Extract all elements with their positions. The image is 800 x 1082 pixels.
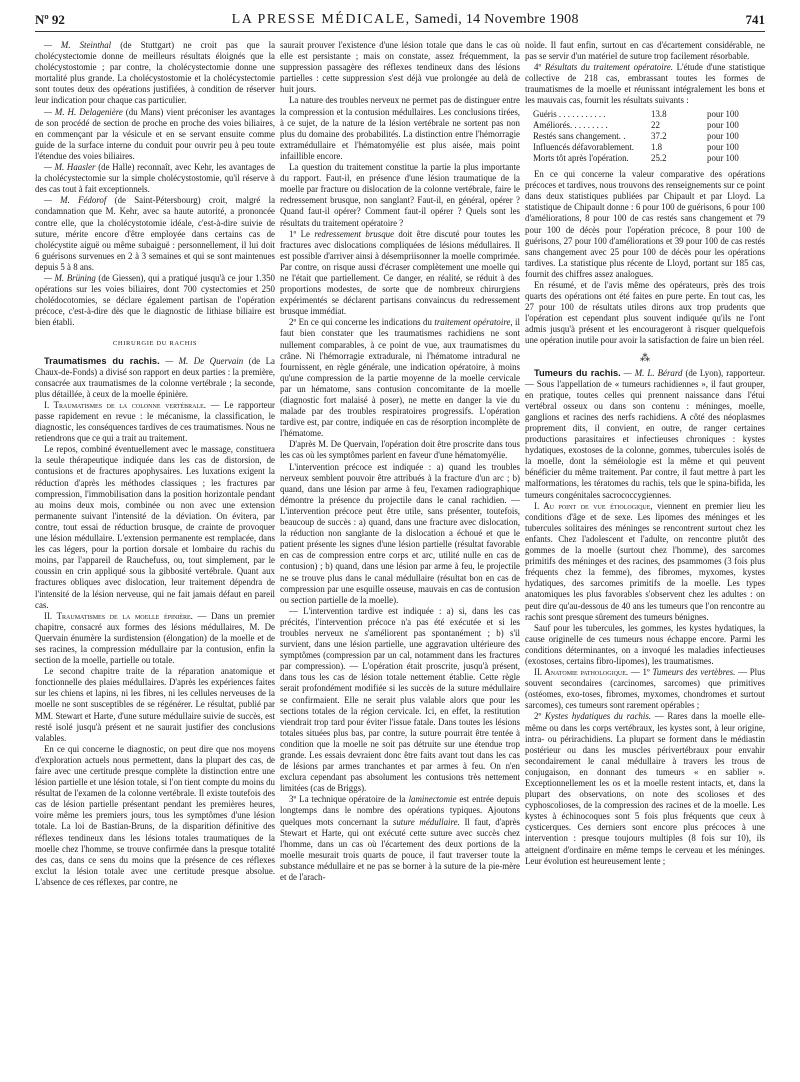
paragraph: — L'intervention tardive est indiquée : a) si, dans les cas précités, l'intervention précoce n'a pas été exécutée et si les troubles nerveux ne s'améliorent pas spontanément ; b) s'il survient, dans une lésion partielle, une aggravation ultérieure des symptômes (compression par un cal, notamment dans les fractures par compression). — L'opération était proscrite, jusqu'à présent, dans tous les cas de lésion totale nettement établie. Cette règle serait profondément modifiée si les succès de la suture médullaire se confirmaient. Elle ne serait plus valable alors que pour les sections totales de la région cervicale. Ici, en effet, la restitution viendrait trop tard pour éviter l'issue fatale. Dans toutes les lésions totales situées plus bas, par contre, la suture pourrait être tentée à condition que la moelle ne soit pas détruite sur une étendue trop grande. Les essais devraient donc être faits avant tout dans les cas de lésions par armes tranchantes et par armes à feu. On n'en exclura cependant pas absolument les contusions très nettement limitées (cas de Briggs). [280, 605, 520, 794]
section-separator: ⁂ [640, 352, 650, 364]
paragraph: L'intervention précoce est indiquée : a) quand les troubles nerveux semblent pouvoir être attribués à la fracture d'un arc ; b) quand, dans une lésion par arme à feu, l'examen radiographique démontre la présence du projectile dans le canal rachidien. — L'intervention précoce peut être utile, sans présenter, toutefois, beaucoup de succès : a) quand, dans une fracture avec dislocation, la réduction non sanglante de la dislocation a échoué et que le patient présente les signes d'une lésion partielle (résultat favorable en cas de compression entre corps et arc, utilité nulle en cas de contusion) ; b) quand, dans une lésion par arme à feu, le projectile ne se trouve plus dans le canal médullaire (résultat bon en cas de compression par une esquille osseuse, mauvais en cas de contusion ou section partielle de la moelle). [280, 461, 520, 605]
statistics-table [533, 109, 765, 164]
paragraph: D'après M. De Quervain, l'opération doit être proscrite dans tous les cas où les symptômes parlent en faveur d'une hématomyélie. [280, 439, 520, 461]
paragraph: Sauf pour les tubercules, les gommes, les kystes hydatiques, la cause originelle de ces tumeurs nous échappe encore. Parmi les conditions déterminantes, on a invoqué les maladies infectieuses (exostoses, certains fibro-lipomes), les traumatismes. [525, 622, 765, 666]
speaker-name: — M. Brüning [44, 272, 96, 283]
speaker-name: — M. Haasler [44, 162, 96, 173]
subsection-label: II. Traumatismes de la moelle épinière. [44, 610, 193, 621]
subsection-label: I. Au point de vue étiologique, [534, 500, 653, 511]
paragraph: 4º Résultats du traitement opératoire. L'étude d'une statistique collective de 218 cas, embrassant toutes les formes de traumatismes de la moelle et réunissant intégralement les bons et les mauvais cas, fournit les résultats suivants : [525, 62, 765, 106]
issue-date: Samedi, 14 Novembre 1908 [414, 12, 579, 27]
column-2 [280, 40, 520, 1076]
speaker-name: — M. Fédorof [44, 195, 107, 206]
subsection-label: II. Anatomie pathologique. [534, 667, 629, 678]
topic-heading: Tumeurs du rachis. [534, 367, 621, 378]
subsection-label: I. Traumatismes de la colonne vertébrale. [44, 399, 206, 410]
column-1 [35, 40, 275, 1076]
paragraph: En ce qui concerne le diagnostic, on peut dire que nos moyens d'exploration actuels nous permettent, dans la plupart des cas, de faire avec une certitude presque complète la distinction entre une lésion partielle et une lésion totale, si l'on tient compte du moins du résultat de l'examen de la colonne vertébrale. Il existe toutefois des cas de lésion partielle présentant pendant les premières heures, voire même les premiers jours, tous les symptômes d'une lésion totale. La loi de Bastian-Bruns, de la disparition définitive des réflexes tendineux dans les lésions totales traumatiques de la moelle chez l'homme, se trouve confirmée dans la presque totalité des cas, dans ce sens du moins que la présence de ces réflexes exclut la lésion totale avec une certitude presque absolue. L'absence de ces réflexes, par contre, ne [35, 743, 275, 887]
table-row: Améliorés. . . . . . . . . 22 pour 100 [533, 119, 739, 130]
paragraph: — M. H. Delagenière (du Mans) vient préconiser les avantages de son procédé de section de proche en proche des voies biliaires, en commençant par la vésicule et en se servant ensuite comme guide de la surface interne du conduit pour ouvrir peu à peu toute l'étendue des voies biliaires. [35, 106, 275, 161]
journal-name: LA PRESSE MÉDICALE, [231, 12, 411, 27]
paragraph: 1º Le redressement brusque doit être discuté pour toutes les fractures avec dislocations compliquées de lésions médullaires. Il est possible d'arriver ainsi à désempriisonner la moelle comprimée. Par contre, on risque aussi d'écraser complètement une moelle qui ne l'était que partiellement. Ce danger, en réalité, se réduit à des proportions modestes, de sorte que de nombreux chirurgiens expérimentés se déclarent partisans convaincus du redressement brusque immédiat. [280, 228, 520, 317]
paragraph: Tumeurs du rachis. — M. L. Bérard (de Lyon), rapporteur. — Sous l'appellation de « tumeurs rachidiennes », il faut grouper, en pratique, toutes celles qui prennent naissance dans l'étui vertébral osseux ou dans son contenu : méninges, moelle, ganglions et racines des nerfs rachidiens. A côté des néoplasmes proprement dits, il convient, en outre, de ranger certaines productions parasitaires et infectieuses chroniques : kystes hydatiques, exostoses de la colonne, gommes, tubercules isolés de la moelle, dont la séméiologie est la même et qui peuvent bénéficier du même traitement. Par contre, il faut mettre à part les malformations, les tératomes du rachis, tels que le spina-bifida, les tumeurs congénitales sacrococcygiennes. [525, 367, 765, 500]
journal-title [232, 12, 579, 28]
paragraph: II. Anatomie pathologique. — 1º Tumeurs des vertèbres. — Plus souvent secondaires (carcinomes, sarcomes) que primitives (ostéomes, exo-toses, fibromes, myxomes, chondromes et surtout sarcomes), ces tumeurs sont rarement opérables ; [525, 667, 765, 711]
speaker-name: — M. De Quervain [159, 355, 244, 366]
section-heading: CHIRURGIE DU RACHIS [112, 340, 198, 348]
paragraph: saurait prouver l'existence d'une lésion totale que dans le cas où elle est persistante ; mais on constate, assez fréquemment, la suppression passagère des réflexes tendineux dans des lésions partielles : cette suppression s'est déjà vue prolongée au delà de huit jours. [280, 40, 520, 95]
paragraph: — M. Haasler (de Halle) reconnaît, avec Kehr, les avantages de la cholécystectomie sur la simple cholécystostomie, qu'il réserve à des cas tout à fait exceptionnels. [35, 162, 275, 195]
table-row: Morts tôt après l'opération. 25.2 pour 100 [533, 152, 739, 163]
paragraph: 3º La technique opératoire de la laminectomie est entrée depuis longtemps dans le nombre des opérations typiques. Ajoutons quelques mots concernant la suture médullaire. Il faut, d'après Stewart et Harte, qui ont exécuté cette suture avec succès chez l'homme, dans un cas où l'écartement des deux portions de la moelle mesurait trois quarts de pouce, il faut traverser toute la substance médullaire et ne pas se borner à la suture de la pie-mère et de l'arach- [280, 794, 520, 883]
paragraph: En ce qui concerne la valeur comparative des opérations précoces et tardives, nous trouvons des renseignements sur ce point dans deux statistiques publiées par Chipault et par Lloyd. La statistique de Chipault donne : 6 pour 100 de guérisons, 6 pour 100 d'améliorations, 8 pour 100 de cas restés sans changement et 79 pour 100 de décès pour l'opération précoce, 8 pour 100 de guérisons, 27 pour 100 d'améliorations et 39 pour 100 de cas restés sans changement avec 25 pour 100 de décès pour les opérations tardives. La statistique plus récente de Lloyd, portant sur 185 cas, fournit des chiffres assez analogues. [525, 169, 765, 279]
paragraph: La nature des troubles nerveux ne permet pas de distinguer entre la compression et la contusion médullaires. Les conclusions tirées, à ce sujet, de la nature de la lésion vertébrale ne sortent pas non plus du domaine des probabilités. La distinction entre l'hémorragie extramédullaire et l'hématomyélie est plus aisée, mais point infaillible encore. [280, 95, 520, 161]
column-3 [525, 40, 765, 1076]
table-row: Guéris . . . . . . . . . . . 13.8 pour 100 [533, 108, 739, 119]
paragraph: I. Au point de vue étiologique, viennent en premier lieu les conditions d'âge et de sexe. Les lipomes des méninges et les tubercules solitaires des méninges se rencontrent surtout chez les enfants. Chez l'adolescent et l'adulte, on rencontre plutôt des gommes de la moelle (surtout chez l'homme), des sarcomes primitifs des méninges et des racines, des psammomes (3 fois plus fréquents chez la femme), des fibromes, myxomes, kystes hydatiques, des sarcomes primitifs de la moelle. Les types anatomiques les plus favorables s'observent chez les adultes : on peut dire qu'au-dessous de 40 ans les tumeurs que l'on rencontre au rachis sont presque sûrement des tumeurs bénignes. [525, 500, 765, 622]
speaker-name: — M. L. Bérard [620, 367, 683, 378]
paragraph: noïde. Il faut enfin, surtout en cas d'écartement considérable, ne pas se servir d'un matériel de suture trop facilement résorbable. [525, 40, 765, 62]
paragraph: En résumé, et de l'avis même des opérateurs, près des trois quarts des opérations ont été faites en pure perte. En tout cas, les 27 pour 100 de résultats utiles dirons aux trop prudents que l'opération est cependant plus souvent indiquée qu'ils ne l'ont admis jusqu'à présent et les encourageront à risquer quelquefois une opération inutile pour avoir la satisfaction de faire un bien réel. [525, 279, 765, 346]
topic-heading: Traumatismes du rachis. [44, 355, 160, 366]
paragraph: — M. Fédorof (de Saint-Pétersbourg) croit, malgré la condamnation que M. Kehr, avec sa haute autorité, a prononcée contre elle, que la cholécystotomie idéale, c'est-à-dire suivie de suture, mérite encore d'être employée dans certains cas de cholécystite aiguë ou même subaiguë : personnellement, il lui doit 6 guérisons survenues en 2 à 3 semaines et qui se sont maintenues depuis 5 à 8 ans. [35, 195, 275, 272]
paragraph: — M. Brüning (de Giessen), qui a pratiqué jusqu'à ce jour 1.350 opérations sur les voies biliaires, dont 700 cystectomies et 250 cholédocotomies, se déclare également partisan de l'opération précoce, c'est-à-dire dès que le diagnostic de lithiase biliaire est bien établi. [35, 272, 275, 328]
paragraph: 2º En ce qui concerne les indications du traitement opératoire, il faut bien constater que les traumatismes rachidiens ne sont nullement comparables, à ce point de vue, aux traumatismes du crâne. Ni l'hémorragie extradurale, ni l'hématome intradural ne fournissent, en règle générale, une indication opératoire, à moins qu'une compression de la partie moyenne de la moelle cervicale par un hématome, sans contusion concomitante de la moelle (diagnostic fort malaisé à poser), ne mette en danger la vie du malade par des troubles respiratoires progressifs. L'opération tardive est, par contre, indiquée en cas de résorption incomplète de l'hématome. [280, 317, 520, 439]
paragraph: — M. Steinthal (de Stuttgart) ne croit pas que la cholécystectomie donne de meilleurs résultats éloignés que la cholécystostomie ; par contre, la cholécystectomie donne une mortalité plus grande. La cholécystostomie et la cholécystectomie sont toutes deux des opérations justifiées, à condition de réserver leur indication pour chaque cas particulier. [35, 40, 275, 106]
paragraph: La question du traitement constitue la partie la plus importante du rapport. Faut-il, en présence d'une lésion traumatique de la moelle par fracture ou dislocation de la colonne vertébrale, faire le redressement brusque, non sanglant? Faut-il, en général, opérer ? Quand faut-il opérer? Comment faut-il opérer ? Quels sont les résultats du traitement opératoire ? [280, 162, 520, 228]
article-body [35, 40, 765, 1076]
page-number: 741 [745, 12, 765, 27]
paragraph: II. Traumatismes de la moelle épinière. — Dans un premier chapitre, consacré aux formes des lésions médullaires, M. De Quervain énumère la surdistension (élongation) de la moelle et de ses racines, la compression médullaire par la contusion, enfin la section de la moelle, partielle ou totale. [35, 610, 275, 666]
issue-number: Nº 92 [35, 12, 65, 27]
paragraph: Traumatismes du rachis. — M. De Quervain (de La Chaux-de-Fonds) a divisé son rapport en deux parties : la première, consacrée aux traumatismes de la colonne vertébrale ; la seconde, plus détaillée, à ceux de la moelle épinière. [35, 355, 275, 399]
running-header [35, 0, 765, 32]
speaker-name: — M. H. Delagenière [44, 106, 123, 117]
paragraph: Le second chapitre traite de la réparation anatomique et fonctionnelle des plaies médullaires. D'après les expériences faites sur les chiens et lapins, ni les fibres, ni les cellules nerveuses de la moelle ne sont susceptibles de se régénérer. Le résultat, publié par MM. Stewart et Harte, d'une suture médullaire suivie de succès, est resté isolé jusqu'à présent et ne saurait justifier des conclusions valables. [35, 666, 275, 743]
table-row: Influencés défavorablement. 1.8 pour 100 [533, 141, 739, 152]
paragraph: I. Traumatismes de la colonne vertébrale. — Le rapporteur passe rapidement en revue : le mécanisme, la classification, le diagnostic, les conséquences tardives de ces traumatismes. Nous ne retiendrons que ce qui a trait au traitement. [35, 399, 275, 444]
speaker-name: — M. Steinthal [44, 40, 112, 50]
paragraph: Le repos, combiné éventuellement avec le massage, constituera la seule thérapeutique indiquée dans les cas de distorsion, de contusions et de fractures apophysaires. Les luxations exigent la réduction d'après les méthodes classiques ; les fractures par compression, l'immobilisation dans la position horizontale pendant au moins deux mois, combinée ou non avec une extension permanente suivant l'intensité de la déviation. On évitera, par contre, tout essai de réduction brusque, de crainte de provoquer une lésion médullaire. L'extension permanente est remplacée, dans les cas légers, pour la portion dorsale et lombaire du rachis du moins, par l'appareil de Rauchefuss, ou, tout simplement, par le coussin en crin appliqué sous la gibbosité vertébrale. Quant aux fractures obliques avec dislocation, leur traitement dépendra de l'intensité de la lésion nerveuse, qui ne fait jamais défaut en pareil cas. [35, 444, 275, 610]
table-row: Restés sans changement. . 37.2 pour 100 [533, 130, 739, 141]
paragraph: 2º Kystes hydatiques du rachis. — Rares dans la moelle elle-même ou dans les corps vertébraux, les kystes sont, à leur origine, intra- ou périrachidiens. La plupart se forment dans le médiastin postérieur ou dans les muscles périvertébraux pour envahir secondairement le canal médullaire à travers les trous de conjugaison, en donnant des tumeurs « en sablier ». Exceptionnellement les os et la moelle restent intacts, et, dans la plupart des observations, on note des scolioses et des cyphoscolioses, de la compression des racines et de la moelle. Les kystes à échinocoques sont 5 fois plus fréquents que ceux à cysticerques. Ces derniers sont encore plus précoces à une intervention : presque toujours multiples (8 fois sur 10), ils atteignent d'ordinaire en même temps le cerveau et les méninges. Leur évolution est heureusement lente ; [525, 711, 765, 866]
